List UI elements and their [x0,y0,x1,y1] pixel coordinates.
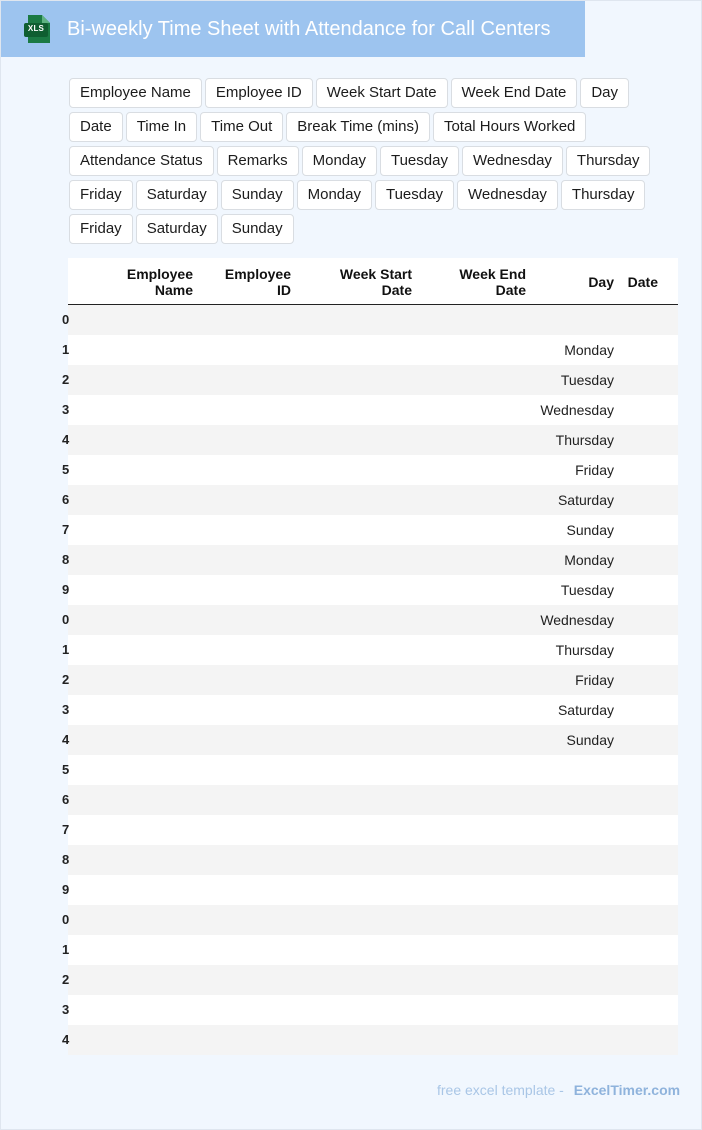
footer-prefix: free excel template - [437,1082,564,1098]
column-chip[interactable]: Sunday [221,214,294,244]
table-row [62,935,678,965]
footer-credit [437,1082,680,1098]
table-row [62,485,678,515]
column-chip[interactable]: Monday [297,180,372,210]
row-index: 7 [62,522,70,537]
header-week-start-line2: Date [381,282,412,298]
page-title: Bi-weekly Time Sheet with Attendance for Call Centers [67,17,551,40]
header-week-end-date [459,266,526,298]
row-day-cell: Tuesday [560,372,614,388]
header-day-label: Day [588,274,614,290]
row-index: 6 [62,492,70,507]
header-week-end-line2: Date [495,282,526,298]
column-chip[interactable]: Thursday [561,180,646,210]
row-day-cell: Thursday [555,642,614,658]
row-index: 2 [62,672,70,687]
table-row [62,755,678,785]
row-index: 6 [62,792,70,807]
column-chip[interactable]: Time Out [200,112,283,142]
column-chip[interactable]: Time In [126,112,197,142]
table-row [62,365,678,395]
column-chip[interactable]: Tuesday [380,146,459,176]
table-row [62,635,678,665]
xls-icon-label: XLS [27,24,45,33]
row-index: 8 [62,552,70,567]
column-chip[interactable]: Thursday [566,146,651,176]
column-chip[interactable]: Break Time (mins) [286,112,430,142]
header-date-label: Date [627,274,658,290]
row-day-cell: Friday [575,462,614,478]
header-employee-id-line1: Employee [224,266,291,282]
table-row [62,545,678,575]
column-chip[interactable]: Wednesday [457,180,558,210]
column-chip[interactable]: Friday [69,214,133,244]
row-index: 8 [62,852,70,867]
table-row [62,695,678,725]
table-row [62,905,678,935]
column-chip[interactable]: Wednesday [462,146,563,176]
header-date [628,274,658,290]
table-row [62,815,678,845]
row-index: 3 [62,1002,70,1017]
header-employee-name [127,266,193,298]
header-day [588,274,614,290]
column-chip[interactable]: Tuesday [375,180,454,210]
row-index: 4 [62,732,70,747]
row-index: 5 [62,462,70,477]
header-banner [1,1,585,57]
column-chip[interactable]: Total Hours Worked [433,112,586,142]
row-day-cell: Sunday [566,732,614,748]
row-day-cell: Thursday [555,432,614,448]
row-day-cell: Monday [564,342,614,358]
row-index: 7 [62,822,70,837]
row-day-cell: Friday [575,672,614,688]
table-row [62,335,678,365]
column-chip[interactable]: Week Start Date [316,78,448,108]
column-chip-list [69,78,681,244]
row-index: 1 [62,642,70,657]
column-chip[interactable]: Friday [69,180,133,210]
row-index: 5 [62,762,70,777]
header-week-end-line1: Week End [459,266,526,282]
header-week-start-line1: Week Start [339,266,412,282]
header-employee-id [225,266,291,298]
row-day-cell: Tuesday [560,582,614,598]
row-day-cell: Monday [564,552,614,568]
column-chip[interactable]: Attendance Status [69,146,214,176]
row-index: 2 [62,972,70,987]
row-index: 9 [62,882,70,897]
column-chip[interactable]: Monday [302,146,377,176]
table-row [62,305,678,335]
row-index: 1 [62,942,70,957]
table-row [62,575,678,605]
table-row [62,845,678,875]
table-row [62,665,678,695]
row-index: 0 [62,612,70,627]
row-index: 3 [62,702,70,717]
timesheet-table [62,258,678,1055]
column-chip[interactable]: Saturday [136,214,218,244]
row-day-cell: Wednesday [540,402,614,418]
column-chip[interactable]: Date [69,112,123,142]
header-week-start-date [340,266,412,298]
table-row [62,965,678,995]
header-employee-name-line2: Name [154,282,193,298]
header-employee-name-line1: Employee [126,266,193,282]
row-day-cell: Sunday [566,522,614,538]
table-row [62,725,678,755]
header-employee-id-line2: ID [277,282,291,298]
column-chip[interactable]: Saturday [136,180,218,210]
table-row [62,395,678,425]
table-row [62,515,678,545]
table-row [62,1025,678,1055]
column-chip[interactable]: Employee ID [205,78,313,108]
table-row [62,875,678,905]
row-day-cell: Saturday [557,492,614,508]
table-row [62,425,678,455]
table-row [62,995,678,1025]
row-index: 3 [62,402,70,417]
table-header-row [68,258,678,305]
row-index: 2 [62,372,70,387]
column-chip[interactable]: Sunday [221,180,294,210]
column-chip[interactable]: Day [580,78,629,108]
row-day-cell: Wednesday [540,612,614,628]
footer-brand-link[interactable]: ExcelTimer.com [573,1082,681,1098]
table-row [62,455,678,485]
row-index: 0 [62,912,70,927]
row-index: 4 [62,432,70,447]
column-chip[interactable]: Employee Name [69,78,202,108]
row-index: 9 [62,582,70,597]
row-index: 4 [62,1032,70,1047]
xls-file-icon [22,14,52,44]
row-index: 1 [62,342,70,357]
row-index: 0 [62,312,70,327]
table-row [62,785,678,815]
column-chip[interactable]: Remarks [217,146,299,176]
row-day-cell: Saturday [557,702,614,718]
table-row [62,605,678,635]
column-chip[interactable]: Week End Date [451,78,578,108]
